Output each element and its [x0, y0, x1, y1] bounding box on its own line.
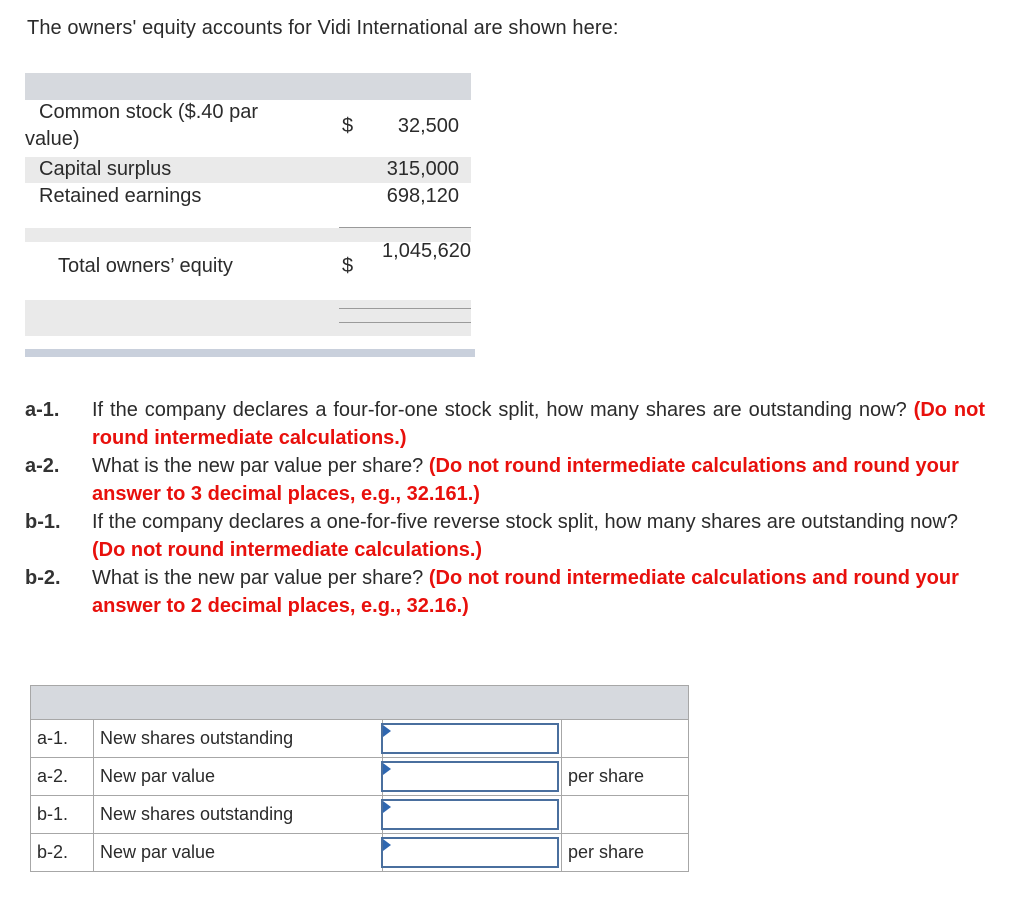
- answer-tag: b-2.: [31, 834, 94, 872]
- new-par-b2-input[interactable]: [381, 837, 559, 868]
- input-marker-icon: [383, 801, 391, 813]
- questions-list: [25, 396, 985, 620]
- common-stock-dollar: $: [342, 115, 354, 137]
- capital-surplus-value: 315,000: [386, 158, 459, 180]
- input-marker-icon: [383, 839, 391, 851]
- question-b2: b-2. What is the new par value per share? (Do not round intermediate calculations and round your answer to 2 decimal places, e.g., 32.16.): [25, 567, 959, 617]
- retained-earnings-value: 698,120: [386, 185, 459, 207]
- question-a2: a-2. What is the new par value per share? (Do not round intermediate calculations and round your answer to 3 decimal places, e.g., 32.161.): [25, 455, 959, 505]
- common-stock-value: 32,500: [397, 115, 459, 137]
- retained-earnings-label: Retained earnings: [39, 185, 202, 207]
- subtotal-rule: [339, 227, 471, 228]
- new-shares-a1-input[interactable]: [381, 723, 559, 754]
- common-stock-label-line1: Common stock ($.40 par: [39, 101, 258, 123]
- total-equity-value: 1,045,620: [382, 240, 471, 262]
- answer-row-a2: [31, 758, 689, 796]
- input-marker-icon: [383, 725, 391, 737]
- answer-tag: a-2.: [31, 758, 94, 796]
- capital-surplus-label: Capital surplus: [39, 158, 172, 180]
- answer-unit: [562, 796, 689, 834]
- intro-text: The owners' equity accounts for Vidi International are shown here:: [27, 17, 619, 39]
- answer-label: New shares outstanding: [94, 796, 383, 834]
- answer-row-a1: [31, 720, 689, 758]
- answer-row-b2: [31, 834, 689, 872]
- total-equity-dollar: $: [342, 255, 354, 277]
- header-band: [25, 73, 471, 100]
- total-equity-label: Total owners’ equity: [58, 255, 233, 277]
- table-bottom-bar: [25, 349, 475, 357]
- answer-label: New par value: [94, 758, 383, 796]
- answer-unit: [562, 720, 689, 758]
- answer-tag: a-1.: [31, 720, 94, 758]
- equity-statement: [25, 73, 473, 357]
- answer-table-header: [31, 686, 689, 720]
- answer-unit: per share: [562, 758, 689, 796]
- question-b1: b-1. If the company declares a one-for-five reverse stock split, how many shares are outstanding now? (Do not round intermediate calculations.): [25, 511, 958, 561]
- answer-table: [30, 685, 689, 872]
- shade-band: [25, 300, 471, 336]
- input-marker-icon: [383, 763, 391, 775]
- answer-label: New shares outstanding: [94, 720, 383, 758]
- answer-unit: per share: [562, 834, 689, 872]
- new-par-a2-input[interactable]: [381, 761, 559, 792]
- answer-label: New par value: [94, 834, 383, 872]
- common-stock-label-line2: value): [25, 128, 80, 150]
- double-rule-top: [339, 308, 471, 309]
- answer-row-b1: [31, 796, 689, 834]
- question-a1: a-1. If the company declares a four-for-one stock split, how many shares are outstanding now? (Do not round intermediate calculations.): [25, 399, 985, 449]
- double-rule-bottom: [339, 322, 471, 323]
- new-shares-b1-input[interactable]: [381, 799, 559, 830]
- answer-tag: b-1.: [31, 796, 94, 834]
